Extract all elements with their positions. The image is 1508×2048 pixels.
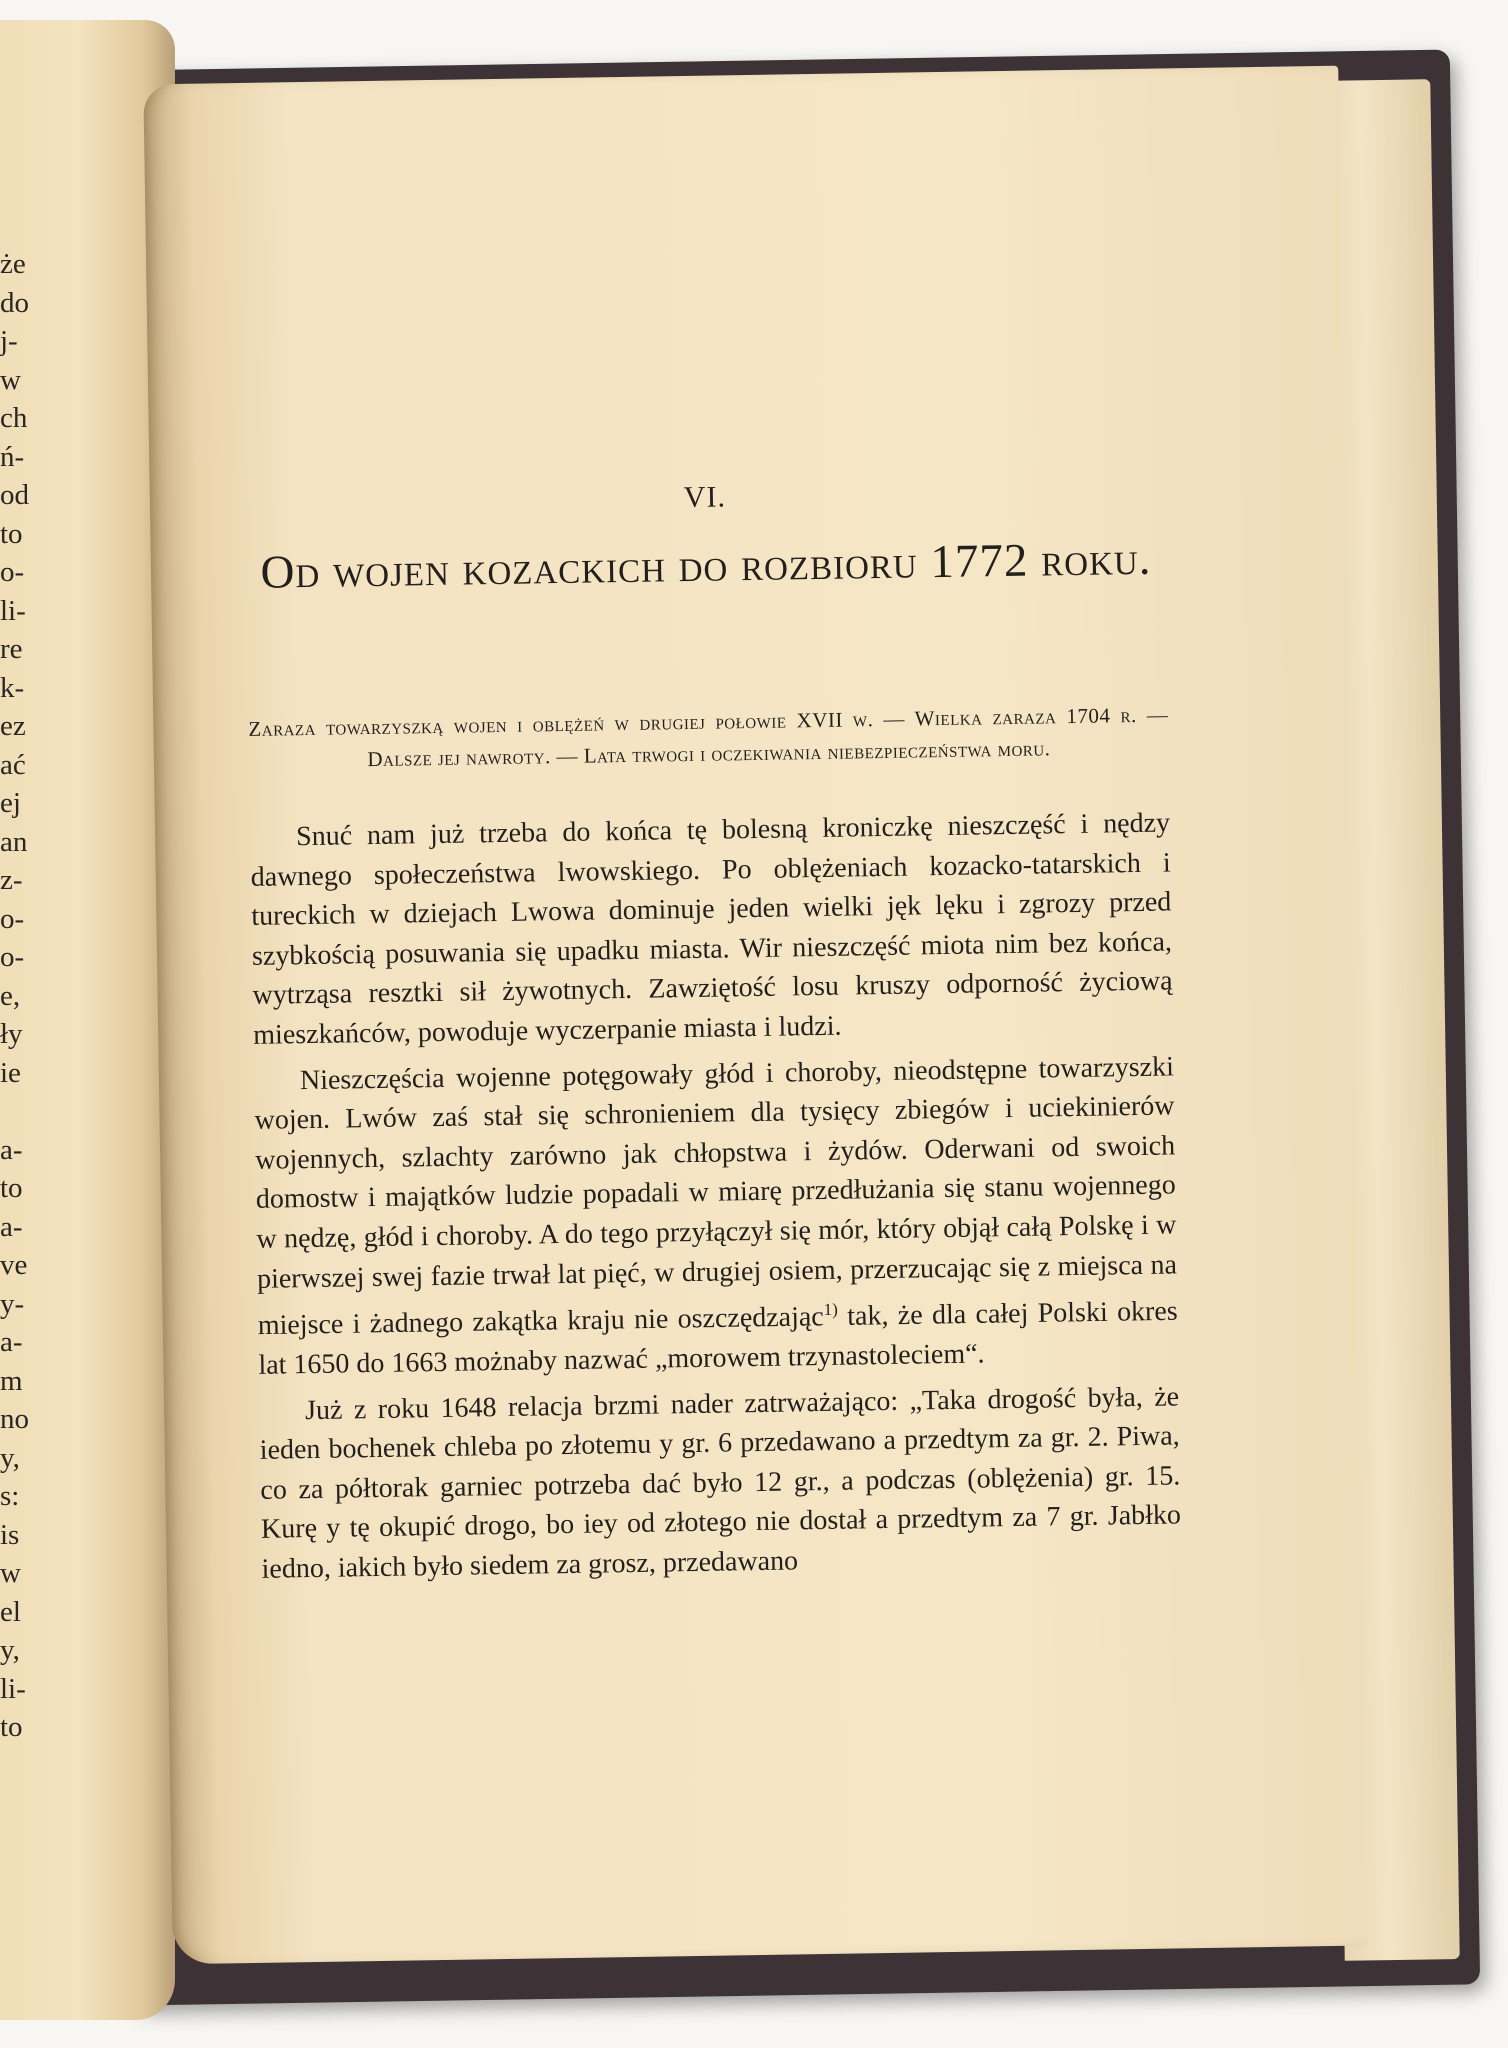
left-page-fragment: ch (0, 402, 28, 434)
left-page-fragment: y, (0, 1441, 20, 1474)
left-page-fragment: is (0, 1518, 20, 1551)
left-page-fragment: a- (0, 1133, 23, 1166)
left-page-fragment: y- (0, 1287, 25, 1320)
left-page-fragment: do (0, 286, 29, 319)
left-page-fragment (0, 1092, 60, 1131)
left-page-fragment: y, (0, 1634, 20, 1666)
chapter-title: Od wojen kozackich do rozbioru 1772 roku. (260, 532, 1152, 599)
chapter-number: VI. (683, 480, 727, 515)
left-page-fragment: no (0, 1403, 29, 1435)
paragraph-2-text-a: Nieszczęścia wojenne potęgowały głód i choroby, nieodstępne towarzyszki wojen. Lwów zaś stał się schronieniem dla tysięcy zbiegów i uciekinierów wojennych, szlachty zarówno jak chłopstwa i żydów. Oderwani od swoich domostw i majątków ludzie popadali w miarę przedłużania się stanu wojennego w nędzę, głód i choroby. A do tego przyłączył się mór, który objął całą Polskę i w pierwszej swej fazie trwał lat pięć, w drugiej osiem, przerzucając się z miejsca na miejsce i żadnego zakątka kraju nie oszczędzając (254, 1050, 1178, 1342)
left-page-fragment: w (0, 1557, 21, 1589)
left-page-fragment: to (0, 517, 23, 550)
left-page-fragment: li- (0, 1672, 26, 1705)
body-text (250, 803, 1182, 1595)
left-page-text-fragments (0, 245, 60, 1747)
left-page-fragment: s: (0, 1480, 20, 1512)
left-page-fragment: el (0, 1595, 21, 1628)
left-page-fragment: m (0, 1364, 23, 1397)
left-page-fragment: to (0, 1711, 23, 1743)
right-page (143, 66, 1367, 1965)
left-page-fragment: w (0, 363, 21, 396)
left-page-fragment: ez (0, 710, 26, 742)
left-page-fragment: re (0, 633, 23, 665)
left-page-fragment: o- (0, 941, 25, 973)
left-page-fragment: o- (0, 902, 25, 935)
left-page-fragment: k- (0, 671, 25, 704)
left-page-fragment: ve (0, 1249, 28, 1281)
left-page-fragment: ń- (0, 440, 25, 473)
paragraph-1: Snuć nam już trzeba do końca tę bolesną kroniczkę nieszczęść i nędzy dawnego społeczeństwa lwowskiego. Po oblężeniach kozacko-tatarskich i tureckich w dziejach Lwowa dominuje jeden wielki jęk lęku i zgrozy przed szybkością posuwania się upadku miasta. Wir nieszczęść miota nim bez końca, wytrząsa resztki sił żywotnych. Zawziętość losu kruszy odporność życiową mieszkańców, powoduje wyczerpanie miasta i ludzi. (250, 807, 1173, 1051)
paragraph-3: Już z roku 1648 relacja brzmi nader zatrważająco: „Taka drogość była, że ieden bochenek chleba po złotemu y gr. 6 przedawano a przedtym za gr. 2. Piwa, co za półtorak garniec potrzeba dać było 12 gr., a podczas (oblężenia) gr. 15. Kurę y tę okupić drogo, bo iey od złotego nie dostał a przedtym za 7 gr. Jabłko iedno, iakich było siedem za grosz, przedawano (259, 1381, 1182, 1585)
left-page-fragment: ły (0, 1018, 23, 1050)
left-page-fragment: o- (0, 556, 25, 588)
left-page-fragment: an (0, 825, 28, 858)
chapter-summary: Zaraza towarzyszką wojen i oblężeń w drugiej połowie XVII w. — Wielka zaraza 1704 r. — Dalsze jej nawroty. — Lata trwogi i oczekiwania niebezpieczeństwa moru. (248, 702, 1169, 772)
left-page-fragment: ać (0, 748, 26, 781)
paragraph-2-text-b: tak, że dla całej Polski okres lat 1650 do 1663 możnaby nazwać „morowem trzynastoleciem“. (258, 1295, 1178, 1381)
left-page-fragment: z- (0, 864, 23, 896)
left-page-fragment: od (0, 479, 29, 511)
left-page-fragment: li- (0, 594, 26, 627)
left-page-fragment: a- (0, 1326, 23, 1358)
left-page-fragment: ej (0, 787, 21, 819)
left-page-fragment: e, (0, 979, 21, 1012)
left-page-fragment: że (0, 248, 26, 280)
footnote-marker: 1) (823, 1299, 838, 1320)
left-page-fragment: ie (0, 1056, 21, 1089)
left-page-fragment: to (0, 1172, 23, 1204)
left-page-fragment: j- (0, 325, 18, 357)
paragraph-2 (254, 1047, 1179, 1385)
left-page-fragment: a- (0, 1210, 23, 1243)
